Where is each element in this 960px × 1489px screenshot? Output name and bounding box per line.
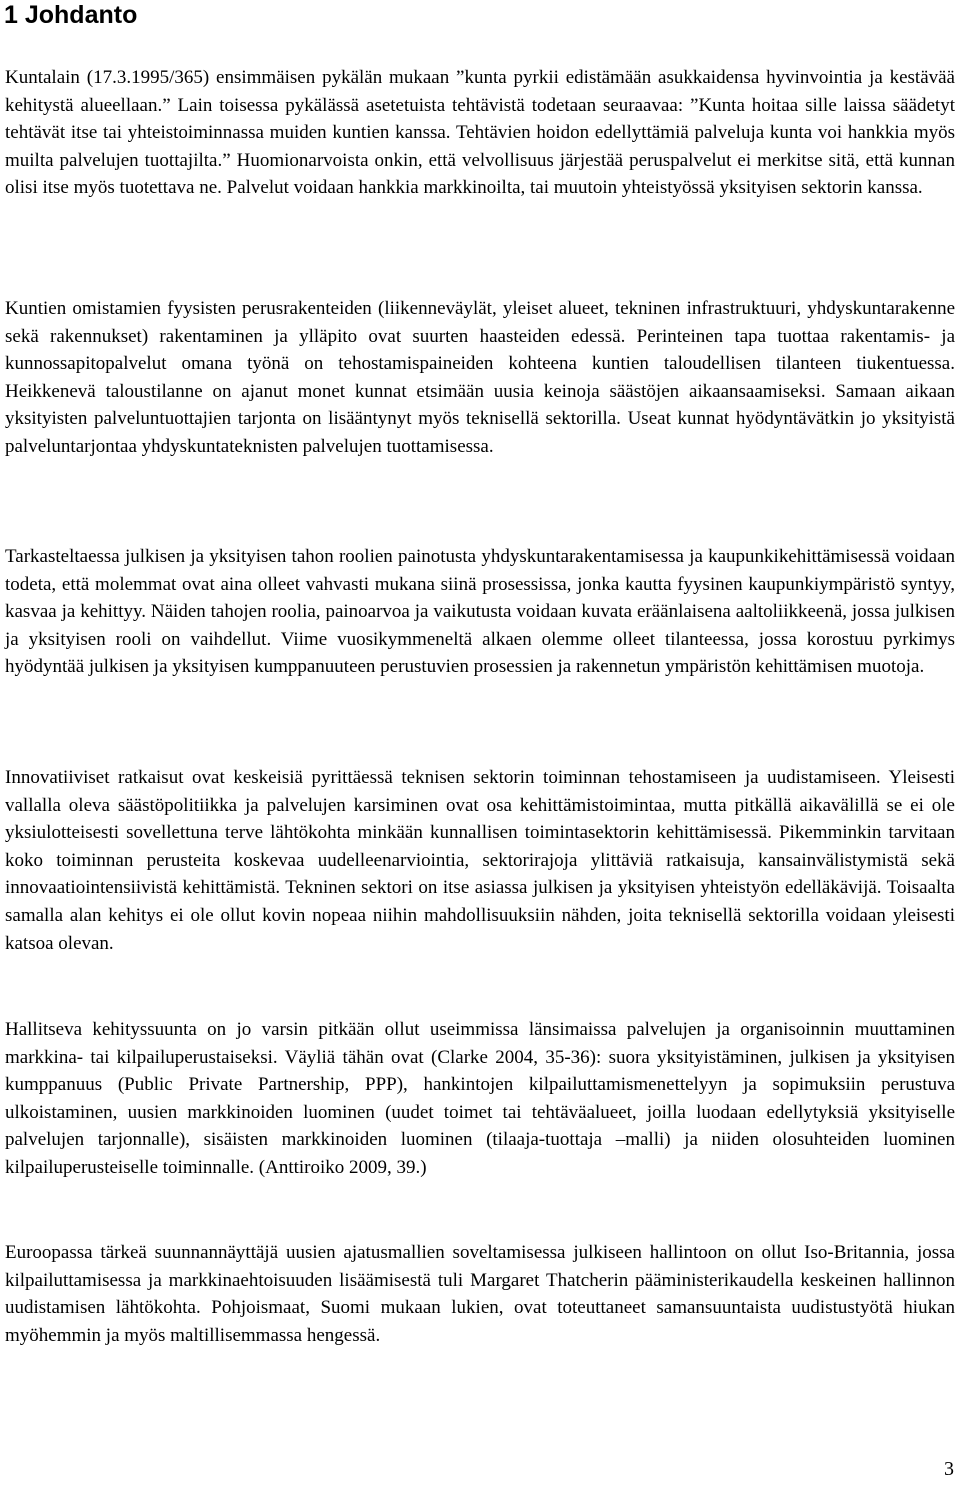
paragraph-innovative-solutions: Innovatiiviset ratkaisut ovat keskeisiä pyrittäessä teknisen sektorin toiminnan tehostamiseen ja uudistamiseen. Yleisesti vallalla oleva säästöpolitiikka ja palvelujen karsiminen ovat osa kehittämistoimintaa, mutta pitkällä aikavälillä se ei ole yksiulotteisesti sovellettuna terve lähtökohta minkään kunnallisen toimintasektorin kehittämisessä. Pikemminkin tarvitaan koko toiminnan perusteita koskevaa uudelleenarviointia, sektorirajoja ylittäviä ratkaisuja, kansainvälistymistä sekä innovaatiointensiivistä kehittämistä. Tekninen sektori on itse asiassa julkisen ja yksityisen yhteistyön edelläkävijä. Toisaalta samalla alan kehitys ei ole ollut kovin nopeaa niihin mahdollisuuksiin nähden, joita teknisellä sektorilla voidaan yleisesti katsoa olevan. xyxy=(5,767,955,954)
paragraph-europe-britain: Euroopassa tärkeä suunnannäyttäjä uusien ajatusmallien soveltamisessa julkiseen hallintoon on ollut Iso-Britannia, jossa kilpailuttamisessa ja markkinaehtoisuuden lisäämisestä tuli Margaret Thatcherin pääministerikaudella keskeinen hallinnon uudistamisen lähtökohta. Pohjoismaat, Suomi mukaan lukien, ovat toteuttaneet samansuuntaista uudistustyötä hiukan myöhemmin ja myös maltillisemmassa hengessä. xyxy=(5,1242,955,1346)
paragraph-market-orientation: Hallitseva kehityssuunta on jo varsin pitkään ollut useimmissa länsimaissa palvelujen ja organisoinnin muuttaminen markkina- tai kilpailuperustaiseksi. Väyliä tähän ovat (Clarke 2004, 35-36): suora yksityistäminen, julkisen ja yksityisen kumppanuus (Public Private Partnership, PPP), hankintojen kilpailuttamismenettelyyn ja sopimuksiin perustuva ulkoistaminen, uusien markkinoiden luominen (uudet toimet tai tehtäväalueet, joilla luodaan edellytyksiä yksityiselle palvelujen tarjonnalle), sisäisten markkinoiden luominen (tilaaja-tuottaja –malli) ja niiden olosuhteiden luominen kilpailuperusteiselle toiminnalle. (Anttiroiko 2009, 39.) xyxy=(5,1019,955,1178)
section-heading: 1 Johdanto xyxy=(4,1,138,29)
paragraph-municipal-law: Kuntalain (17.3.1995/365) ensimmäisen pykälän mukaan ”kunta pyrkii edistämään asukkaidensa hyvinvointia ja kestävää kehitystä alueellaan.” Lain toisessa pykälässä asetetuista tehtävistä todetaan seuraavaa: ”Kunta hoitaa sille laissa säädetyt tehtävät itse tai yhteistoiminnassa muiden kuntien kanssa. Tehtävien hoidon edellyttämiä palveluja kunta voi hankkia myös muilta palvelujen tuottajilta.” Huomionarvoista onkin, että velvollisuus järjestää peruspalvelut ei merkitse sitä, että kunnan olisi itse myös tuotettava ne. Palvelut voidaan hankkia markkinoilta, tai muutoin yhteistyössä yksityisen sektorin kanssa. xyxy=(5,67,955,199)
paragraph-public-private-roles: Tarkasteltaessa julkisen ja yksityisen tahon roolien painotusta yhdyskuntarakentamisessa ja kaupunkikehittämisessä voidaan todeta, että molemmat ovat aina olleet vahvasti mukana siinä prosessissa, jonka kautta fyysinen kaupunkiympäristö syntyy, kasvaa ja kehittyy. Näiden tahojen roolia, painoarvoa ja vaikutusta voidaan kuvata eräänlaisena aaltoliikkeenä, jossa julkisen ja yksityisen rooli on vaihdellut. Viime vuosikymmeneltä alkaen olemme olleet tilanteessa, jossa korostuu pyrkimys hyödyntää julkisen ja yksityisen kumppanuuteen perustuvien prosessien ja rakennetun ympäristön kehittämisen muotoja. xyxy=(5,546,955,678)
page-number: 3 xyxy=(944,1458,954,1480)
paragraph-infrastructure: Kuntien omistamien fyysisten perusrakenteiden (liikenneväylät, yleiset alueet, tekninen infrastruktuuri, yhdyskuntarakenne sekä rakennukset) rakentaminen ja ylläpito ovat suurten haasteiden edessä. Perinteinen tapa tuottaa rakentamis- ja kunnossapitopalvelut omana työnä on tehostamispaineiden kohteena kuntien taloudellisen tilanteen tiukentuessa. Heikkenevä taloustilanne on ajanut monet kunnat etsimään uusia keinoja säästöjen aikaansaamiseksi. Samaan aikaan yksityisten palveluntuottajien tarjonta on lisääntynyt myös teknisellä sektorilla. Useat kunnat hyödyntävätkin jo yksityistä palveluntarjontaa yhdyskuntateknisten palvelujen tuottamisessa. xyxy=(5,298,955,457)
